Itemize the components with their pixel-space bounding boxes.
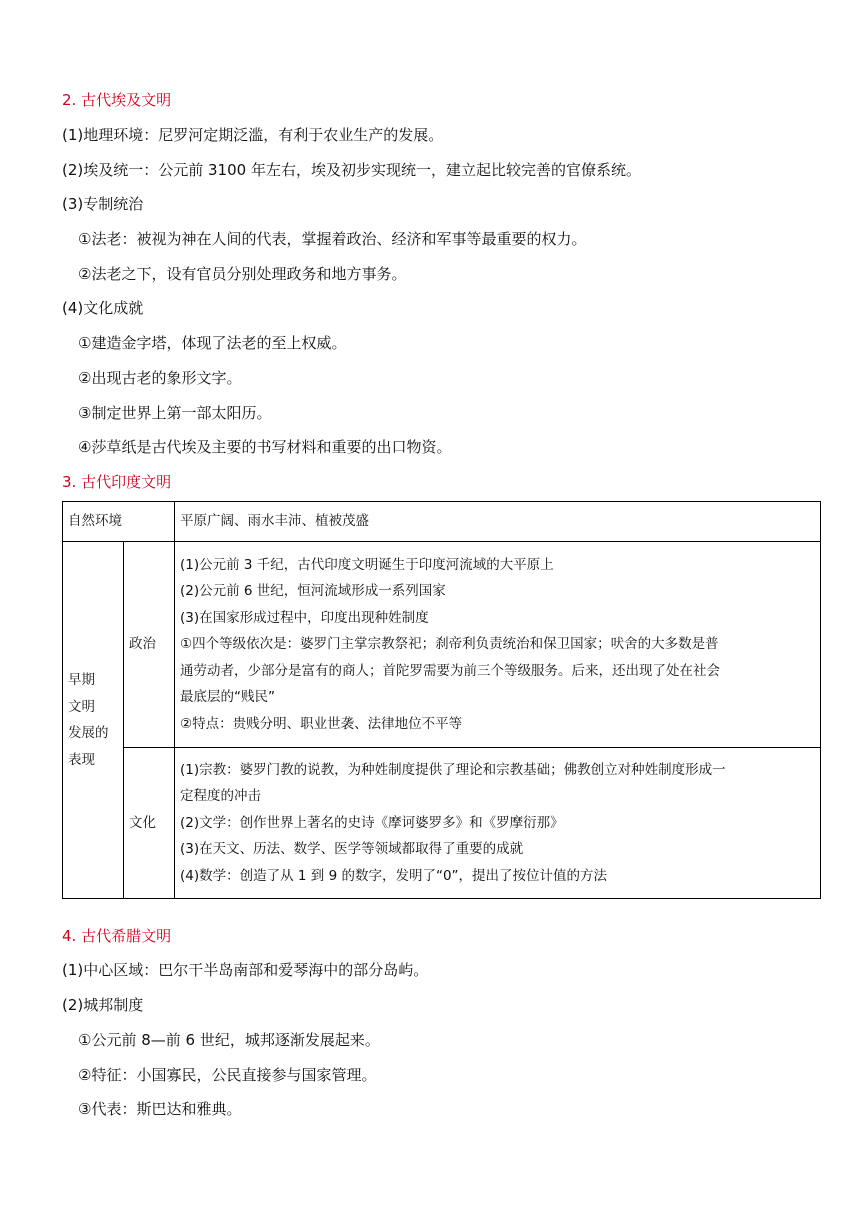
politics-line: ②特点：贵贱分明、职业世袭、法律地位不平等 [180, 715, 463, 732]
sec4-item: ②特征：小国寡民，公民直接参与国家管理。 [78, 1066, 377, 1084]
section-3-title: 3. 古代印度文明 [62, 473, 172, 491]
group-label-line: 早期 [68, 672, 95, 688]
sec2-item: (3)专制统治 [62, 195, 144, 213]
table-row [63, 748, 821, 899]
politics-line: (2)公元前 6 世纪，恒河流域形成一系列国家 [180, 583, 446, 600]
politics-line: ①四个等级依次是：婆罗门主掌宗教祭祀；刹帝利负责统治和保卫国家；吠舍的大多数是普 [180, 636, 719, 653]
sec2-item: ①法老：被视为神在人间的代表，掌握着政治、经济和军事等最重要的权力。 [78, 230, 587, 248]
politics-line: 最底层的“贱民” [180, 689, 275, 706]
table-row [63, 542, 821, 748]
sec2-item: ②法老之下，设有官员分别处理政务和地方事务。 [78, 265, 407, 283]
politics-line: 通劳动者，少部分是富有的商人；首陀罗需要为前三个等级服务。后来，还出现了处在社会 [180, 662, 720, 679]
sec4-item: ③代表：斯巴达和雅典。 [78, 1100, 242, 1118]
culture-line: (2)文学：创作世界上著名的史诗《摩诃婆罗多》和《罗摩衍那》 [180, 814, 564, 831]
culture-content-cell [175, 748, 821, 899]
sec4-item: (2)城邦制度 [62, 996, 144, 1014]
culture-line: (4)数学：创造了从 1 到 9 的数字，发明了“0”，提出了按位计值的方法 [180, 867, 608, 884]
culture-line: (3)在天文、历法、数学、医学等领域都取得了重要的成就 [180, 841, 524, 858]
sec2-item: ④莎草纸是古代埃及主要的书写材料和重要的出口物资。 [78, 438, 452, 456]
politics-line: (1)公元前 3 千纪，古代印度文明诞生于印度河流域的大平原上 [180, 556, 554, 573]
group-label-cell [63, 542, 124, 899]
india-civilization-table [62, 501, 821, 899]
culture-line: 定程度的冲击 [180, 788, 261, 805]
sec2-item: ②出现古老的象形文字。 [78, 369, 242, 387]
sec2-item: ③制定世界上第一部太阳历。 [78, 404, 272, 422]
politics-content-cell [175, 542, 821, 748]
env-value-cell: 平原广阔、雨水丰沛、植被茂盛 [175, 502, 821, 542]
politics-label-cell: 政治 [124, 542, 175, 748]
group-label-line: 表现 [68, 751, 95, 768]
sec2-item: (4)文化成就 [62, 299, 144, 317]
sec4-item: ①公元前 8—前 6 世纪，城邦逐渐发展起来。 [78, 1031, 380, 1049]
culture-label-cell: 文化 [124, 748, 175, 899]
group-label-line: 发展的 [68, 725, 109, 741]
table-row [63, 502, 821, 542]
group-label-line: 文明 [68, 698, 95, 715]
sec2-item: (1)地理环境：尼罗河定期泛滥，有利于农业生产的发展。 [62, 126, 444, 144]
section-2-title: 2. 古代埃及文明 [62, 91, 172, 109]
env-label-cell: 自然环境 [63, 502, 175, 542]
politics-line: (3)在国家形成过程中，印度出现种姓制度 [180, 609, 429, 626]
culture-line: (1)宗教：婆罗门教的说教，为种姓制度提供了理论和宗教基础；佛教创立对种姓制度形成一 [180, 761, 726, 778]
sec2-item: (2)埃及统一：公元前 3100 年左右，埃及初步实现统一，建立起比较完善的官僚系统。 [62, 161, 641, 179]
sec4-item: (1)中心区域：巴尔干半岛南部和爱琴海中的部分岛屿。 [62, 961, 429, 979]
sec2-item: ①建造金字塔，体现了法老的至上权威。 [78, 334, 347, 352]
section-4-title: 4. 古代希腊文明 [62, 927, 172, 945]
